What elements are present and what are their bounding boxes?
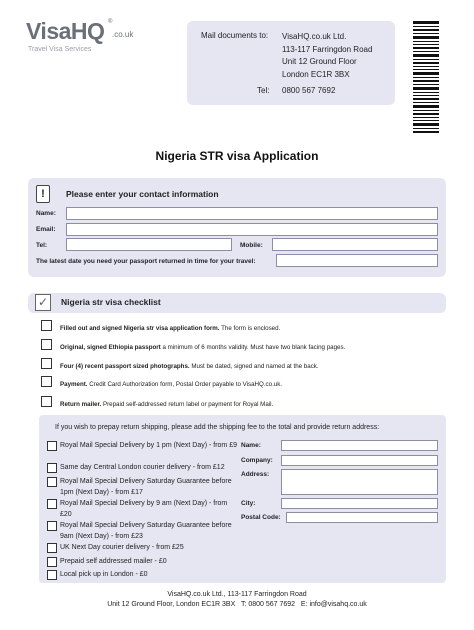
barcode	[413, 21, 439, 133]
checklist-checkbox[interactable]	[41, 376, 52, 387]
checklist-checkbox[interactable]	[41, 358, 52, 369]
address-line: Unit 12 Ground Floor	[282, 57, 357, 66]
checklist-item	[60, 381, 282, 388]
return-name-field[interactable]	[281, 440, 438, 451]
shipping-option-label: Prepaid self addressed mailer - £0	[60, 558, 167, 565]
tel-field[interactable]	[66, 238, 232, 251]
checklist-item-detail: Must be dated, signed and named at the back.	[189, 363, 319, 370]
checklist-item-title: Filled out and signed Nigeria str visa application form.	[60, 325, 220, 332]
mobile-label: Mobile:	[240, 242, 263, 249]
name-label: Name:	[36, 210, 56, 217]
exclamation-icon: !	[36, 185, 50, 203]
checklist-item	[60, 363, 319, 370]
email-label: Email:	[36, 226, 56, 233]
return-postal-label: Postal Code:	[241, 514, 281, 521]
checklist-heading: Nigeria str visa checklist	[61, 297, 161, 307]
shipping-option-checkbox[interactable]	[47, 557, 57, 567]
checklist-item-title: Return mailer.	[60, 401, 102, 408]
tel-label: Tel:	[36, 242, 48, 249]
checklist-item-title: Four (4) recent passport sized photographs.	[60, 363, 190, 370]
checklist-item	[60, 401, 273, 408]
address-line: VisaHQ.co.uk Ltd.	[282, 32, 347, 41]
address-tel-label: Tel:	[257, 86, 270, 95]
return-company-field[interactable]	[281, 455, 438, 466]
shipping-option-label: Royal Mail Special Delivery by 1 pm (Next Day) - from £9	[60, 442, 237, 449]
return-address-label: Address:	[241, 471, 270, 478]
return-postal-field[interactable]	[286, 512, 438, 523]
footer-line-2: Unit 12 Ground Floor, London EC1R 3BX T: 0800 567 7692 E: info@visahq.co.uk	[107, 601, 367, 608]
checkmark-icon: ✓	[35, 294, 51, 311]
logo-registered-mark: ®	[108, 19, 113, 25]
return-name-label: Name:	[241, 442, 261, 449]
checklist-item	[60, 325, 280, 332]
shipping-option-label: UK Next Day courier delivery - from £25	[60, 544, 184, 551]
checklist-item-detail: Prepaid self-addressed return label or payment for Royal Mail.	[101, 401, 274, 408]
shipping-option-checkbox[interactable]	[47, 477, 57, 487]
checklist-item	[60, 344, 345, 351]
shipping-option-label: Royal Mail Special Delivery Saturday Guarantee before 1pm (Next Day) - from £17	[60, 478, 232, 496]
contact-heading: Please enter your contact information	[66, 189, 219, 199]
page-title: Nigeria STR visa Application	[155, 149, 319, 163]
return-date-field[interactable]	[276, 254, 438, 267]
mailing-address-panel	[187, 21, 395, 105]
checklist-item-title: Payment.	[60, 381, 88, 388]
return-date-label: The latest date you need your passport returned in time for your travel:	[36, 258, 256, 265]
visahq-logo	[26, 18, 136, 58]
email-field[interactable]	[66, 223, 438, 236]
shipping-option-label: Local pick up in London - £0	[60, 571, 148, 578]
shipping-option-label: Same day Central London courier delivery - from £12	[60, 464, 225, 471]
footer-line-1: VisaHQ.co.uk Ltd., 113-117 Farringdon Road	[167, 591, 307, 598]
logo-domain: .co.uk	[112, 30, 134, 39]
return-city-field[interactable]	[281, 498, 438, 509]
shipping-intro: If you wish to prepay return shipping, please add the shipping fee to the total and provide return address:	[55, 424, 380, 431]
shipping-option-checkbox[interactable]	[47, 570, 57, 580]
shipping-option-checkbox[interactable]	[47, 463, 57, 473]
mobile-field[interactable]	[272, 238, 438, 251]
shipping-option-label: Royal Mail Special Delivery Saturday Guarantee before 9am (Next Day) - from £23	[60, 522, 232, 540]
checklist-checkbox[interactable]	[41, 320, 52, 331]
logo-wordmark: VisaHQ	[26, 18, 105, 44]
address-line: London EC1R 3BX	[282, 69, 350, 79]
return-company-label: Company:	[241, 457, 273, 464]
shipping-option-checkbox[interactable]	[47, 521, 57, 531]
return-address-field[interactable]	[281, 469, 438, 495]
address-line: 113-117 Farringdon Road	[282, 44, 373, 54]
mailing-address	[282, 31, 372, 81]
checklist-item-detail: a minimum of 6 months validity. Must have two blank facing pages.	[160, 344, 346, 351]
name-field[interactable]	[66, 207, 438, 220]
checklist-item-title: Original, signed Ethiopia passport	[60, 344, 161, 351]
shipping-option-checkbox[interactable]	[47, 499, 57, 509]
shipping-option-checkbox[interactable]	[47, 543, 57, 553]
return-city-label: City:	[241, 500, 256, 507]
checklist-checkbox[interactable]	[41, 396, 52, 407]
shipping-option-checkbox[interactable]	[47, 441, 57, 451]
checklist-item-detail: The form is enclosed.	[219, 325, 281, 332]
address-tel: 0800 567 7692	[282, 86, 336, 95]
checklist-checkbox[interactable]	[41, 339, 52, 350]
mail-documents-label: Mail documents to:	[201, 31, 269, 40]
logo-tagline: Travel Visa Services	[28, 46, 92, 53]
checklist-item-detail: Credit Card Authorization form, Postal Order payable to VisaHQ.co.uk.	[87, 381, 283, 388]
shipping-option-label: Royal Mail Special Delivery by 9 am (Next Day) - from £20	[60, 500, 228, 518]
